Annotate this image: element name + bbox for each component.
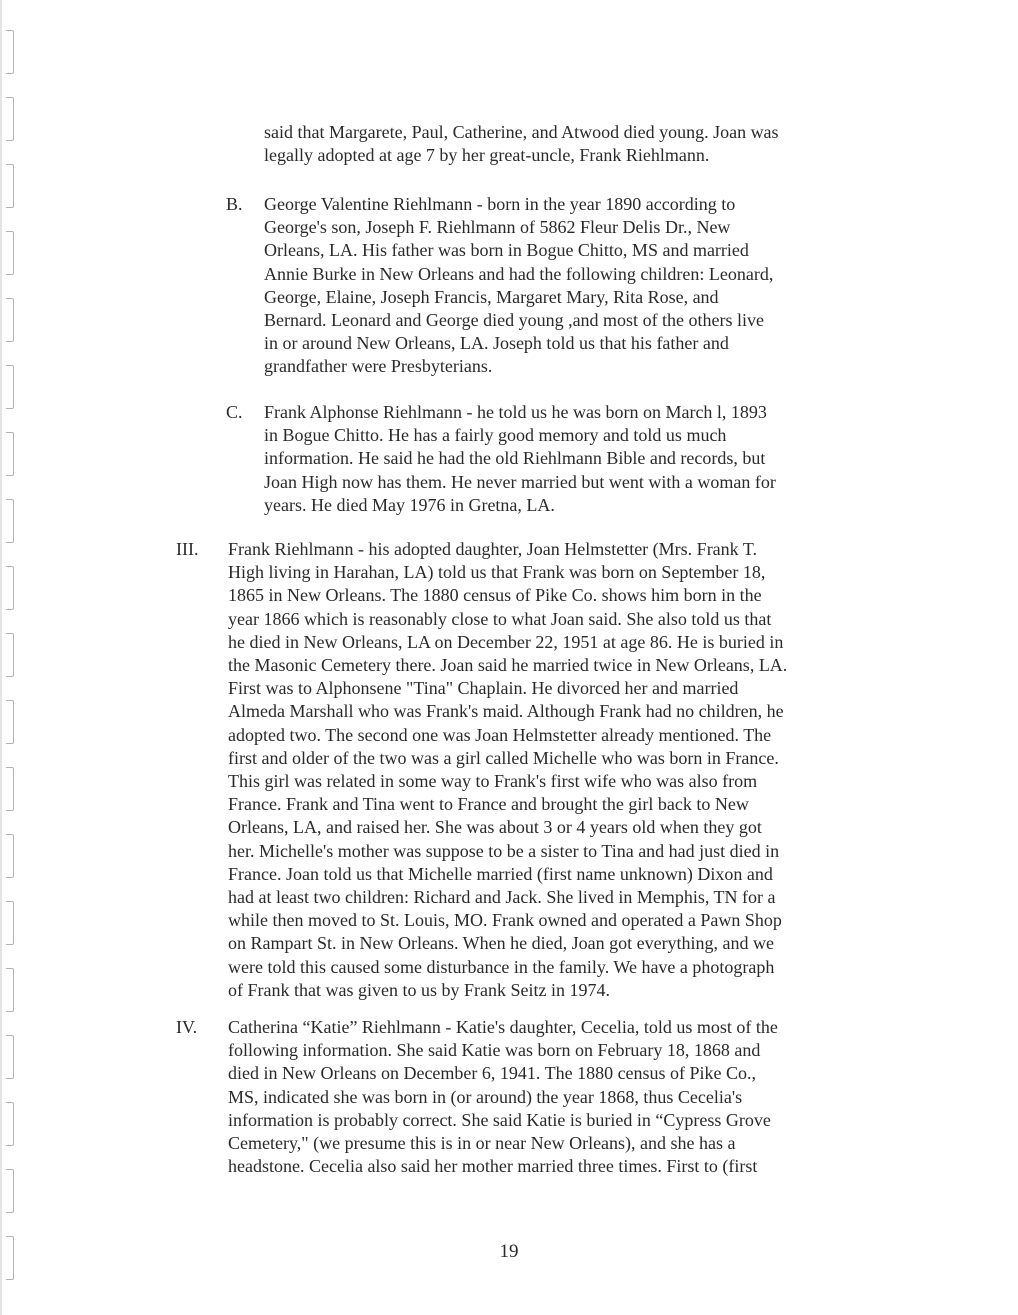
text-line: years. He died May 1976 in Gretna, LA. [264, 494, 555, 515]
text-line: her. Michelle's mother was suppose to be a sister to Tina and had just died in [228, 840, 780, 861]
text-line: Catherina “Katie” Riehlmann - Katie's daughter, Cecelia, told us most of the [228, 1017, 778, 1037]
text-line: George, Elaine, Joseph Francis, Margaret Mary, Rita Rose, and [264, 286, 719, 307]
text-line: were told this caused some disturbance in the family. We have a photograph [228, 956, 775, 977]
section-iv-paragraph [228, 1016, 908, 1178]
text-line: on Rampart St. in New Orleans. When he died, Joan got everything, and we [228, 933, 775, 954]
binder-mark [6, 499, 14, 543]
section-iv-marker: IV. [176, 1017, 198, 1037]
binder-mark [6, 298, 14, 342]
text-line: first and older of the two was a girl called Michelle who was born in France. [228, 747, 779, 768]
text-line: he died in New Orleans, LA on December 22, 1951 at age 86. He is buried in [228, 631, 784, 652]
text-line: information is probably correct. She said Katie is buried in “Cypress Grove [228, 1109, 771, 1130]
binder-mark [6, 834, 14, 878]
text-line: Joan High now has them. He never married but went with a woman for [264, 471, 776, 492]
text-line: in or around New Orleans, LA. Joseph told us that his father and [264, 333, 729, 354]
binder-mark [6, 97, 14, 141]
section-c-marker: C. [226, 402, 243, 422]
text-line: of Frank that was given to us by Frank Seitz in 1974. [228, 979, 610, 1000]
text-line: France. Frank and Tina went to France and brought the girl back to New [228, 794, 749, 815]
text-line: adopted two. The second one was Joan Helmstetter already mentioned. The [228, 724, 772, 745]
section-b-paragraph [264, 193, 884, 379]
text-line: while then moved to St. Louis, MO. Frank owned and operated a Pawn Shop [228, 910, 782, 931]
text-line: died in New Orleans on December 6, 1941. The 1880 census of Pike Co., [228, 1063, 757, 1084]
text-line: 1865 in New Orleans. The 1880 census of Pike Co. shows him born in the [228, 585, 762, 606]
binder-mark [6, 1035, 14, 1079]
binder-mark [6, 968, 14, 1012]
section-b-marker: B. [226, 194, 243, 214]
text-line: headstone. Cecelia also said her mother married three times. First to (first [228, 1156, 758, 1177]
text-line: First was to Alphonsene "Tina" Chaplain. He divorced her and married [228, 678, 739, 699]
binder-edge [0, 0, 22, 1315]
text-line: following information. She said Katie was born on February 18, 1868 and [228, 1040, 761, 1061]
binder-mark [6, 365, 14, 409]
binder-mark [6, 901, 14, 945]
scan-edge-line [0, 0, 2, 1315]
text-line: George's son, Joseph F. Riehlmann of 5862 Fleur Delis Dr., New [264, 217, 731, 238]
text-line: George Valentine Riehlmann - born in the year 1890 according to [264, 194, 736, 214]
text-line: Orleans, LA, and raised her. She was about 3 or 4 years old when they got [228, 817, 762, 838]
text-line: MS, indicated she was born in (or around) the year 1868, thus Cecelia's [228, 1086, 743, 1107]
text-line: year 1866 which is reasonably close to what Joan said. She also told us that [228, 608, 772, 629]
text-line: Cemetery," (we presume this is in or near New Orleans), and she has a [228, 1133, 736, 1154]
binder-mark [6, 231, 14, 275]
text-line: This girl was related in some way to Frank's first wife who was also from [228, 771, 758, 792]
binder-mark [6, 164, 14, 208]
section-iii-marker: III. [176, 539, 199, 559]
section-c-paragraph [264, 401, 884, 517]
text-line: said that Margarete, Paul, Catherine, and Atwood died young. Joan was [264, 122, 779, 142]
text-line: information. He said he had the old Riehlmann Bible and records, but [264, 448, 766, 469]
text-line: Bernard. Leonard and George died young ,and most of the others live [264, 310, 765, 331]
text-line: in Bogue Chitto. He has a fairly good memory and told us much [264, 425, 727, 446]
binder-mark [6, 30, 14, 74]
text-line: Annie Burke in New Orleans and had the following children: Leonard, [264, 263, 774, 284]
text-line: High living in Harahan, LA) told us that Frank was born on September 18, [228, 562, 766, 583]
binder-mark [6, 566, 14, 610]
binder-mark [6, 1102, 14, 1146]
page-number: 19 [499, 1241, 519, 1262]
text-line: legally adopted at age 7 by her great-uncle, Frank Riehlmann. [264, 145, 710, 166]
text-line: the Masonic Cemetery there. Joan said he married twice in New Orleans, LA. [228, 655, 788, 676]
text-line: grandfather were Presbyterians. [264, 356, 493, 377]
text-line: Almeda Marshall who was Frank's maid. Although Frank had no children, he [228, 701, 784, 722]
binder-mark [6, 700, 14, 744]
text-line: France. Joan told us that Michelle married (first name unknown) Dixon and [228, 863, 773, 884]
text-line: had at least two children: Richard and Jack. She lived in Memphis, TN for a [228, 887, 776, 908]
binder-mark [6, 1169, 14, 1213]
text-line: Frank Alphonse Riehlmann - he told us he was born on March l, 1893 [264, 402, 767, 422]
binder-mark [6, 633, 14, 677]
binder-mark [6, 432, 14, 476]
text-line: Orleans, LA. His father was born in Bogue Chitto, MS and married [264, 240, 749, 261]
binder-mark [6, 767, 14, 811]
section-iii-paragraph [228, 538, 908, 1002]
intro-paragraph [264, 121, 884, 167]
text-line: Frank Riehlmann - his adopted daughter, Joan Helmstetter (Mrs. Frank T. [228, 539, 758, 559]
